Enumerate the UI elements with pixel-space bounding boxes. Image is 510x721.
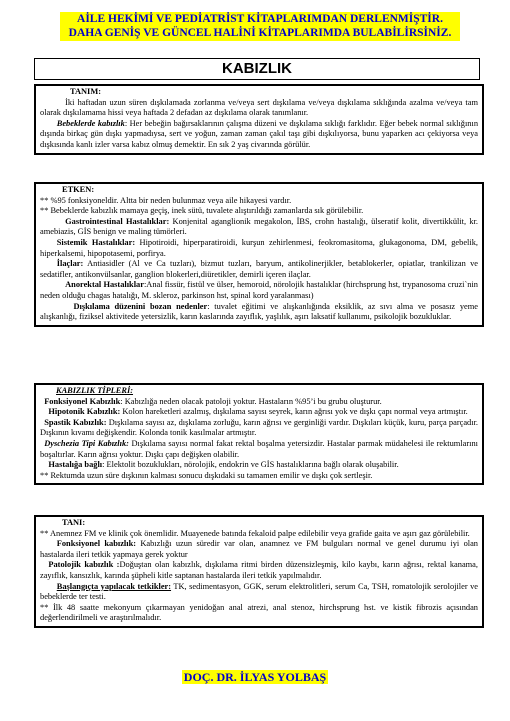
section-heading-etken: ETKEN:	[62, 185, 95, 194]
tip-hastaliga-bagli: Hastalığa bağlı: Elektolit bozuklukları, nörolojik, endokrin ve GİS hastalıklarına bağlı olarak oluşabilir.	[48, 460, 399, 470]
section-heading-tipler: KABIZLIK TİPLERİ:	[56, 386, 134, 395]
tani-fonksiyonel: Fonksiyonel kabızlık: Kabızlığı uzun süredir var olan, anamnez ve FM bulguları normal ve genel durumu iyi olan hastalarda ileri tetkik yapmaya gerek yoktur	[40, 539, 478, 559]
etken-line-1: ** %95 fonksiyoneldir. Altta bir neden bulunmaz veya aile hikayesi vardır.	[40, 195, 292, 205]
section-heading-tani: TANI:	[62, 518, 86, 527]
tipler-last-line: ** Rektumda uzun süre dışkının kalması sonucu dışkıdaki su tamamen emilir ve dışkı çok sertleşir.	[40, 470, 373, 480]
etken-sistemik: Sistemik Hastalıklar: Hipotiroidi, hiperparatiroidi, kurşun zehirlenmesi, feokromasitoma, glukagonoma, DM, gebelik, hiperkalsemi, hipopotasemi, porfirya.	[40, 237, 478, 258]
tani-last-line: ** İlk 48 saatte mekonyum çıkarmayan yenidoğan anal atrezi, anal stenoz, hirchsprung hst. ve kistik fibrozis açısından değerlendirilmeli ve araştırılmalıdır.	[40, 602, 478, 623]
section-tipler	[34, 383, 484, 485]
tani-tetkikler: Başlangıçta yapılacak tetkikler: TK, sedimentasyon, GGK, serum elektrolitleri, serum Ca, TSH, romatolojik serolojiler ve bebeklerde ter testi.	[40, 581, 479, 602]
page-title: KABIZLIK	[34, 58, 480, 80]
tani-line-1: ** Anemnez FM ve klinik çok önemlidir. Muayenede batında fekaloid palpe edilebilir veya grafide gaita ve aşırı gaz görülebilir.	[40, 528, 470, 538]
tip-spastik: Spastik Kabızlık: Dışkılama sayısı az, dışkılama zorluğu, karın ağrısı ve gerginliği vardır. Dışkıları küçük, kuru, parça parçadır. Dışkının kıvamı değişkendir. Kolonda tonik kasılmalar artmıştır.	[40, 417, 478, 438]
etken-anorektal: Anorektal Hastalıklar:Anal fissür, fistül ve ülser, hemoroid, nörolojik hastalıklar (hirchsprung hst, trypanosoma cruzi`nin neden olduğu chagas hatalığı, M. skleroz, parkinson hst, spinal kord yaralanması)	[40, 280, 478, 300]
tanim-paragraph-1: İki haftadan uzun süren dışkılamada zorlanma ve/veya sert dışkılama ve/veya dışkılama sıklığında azalma ve/veya tam olarak dışkılamama hissi veya haftada 2 defadan az dışkılama olarak tanımlanır.	[40, 97, 478, 118]
etken-gastrointestinal: Gastrointestinal Hastalıklar: Konjenital aganglionik megakolon, İBS, crohn hastalığı, ülseratif kolit, divertikkülit, kr. amebiazis, GİS benign ve maling tümörleri.	[40, 216, 479, 237]
tani-patolojik: Patolojik kabızlık :Doğuştan olan kabızlık, dışkılama ritmi birden düzensizleşmiş, kilo kaybı, karın ağrısı, rektal kanama, zayıflık, kansızlık, karında şüpheli kitle saptanan hastalarda ileri tetkik yapılmalıdır.	[40, 560, 478, 580]
etken-line-2: ** Bebeklerde kabızlık mamaya geçiş, inek sütü, tuvalete alıştırıldığı zamanlarda sık görülebilir.	[40, 206, 364, 216]
section-etken	[34, 182, 484, 327]
section-heading-tanim: TANIM:	[70, 87, 102, 96]
section-tanim	[34, 84, 484, 155]
tip-dyschezia: Dyschezia Tipi Kabızlık: Dışkılama sayısı normal fakat rektal boşalma yetersizdir. Hastalar parmak müdahelesi ile rektumlarını boşaltırlar. Karın ağrısı yoktur. Dışkı çapı değişken olabilir.	[40, 438, 478, 459]
tanim-paragraph-2: Bebeklerde kabızlık: Her bebeğin bağırsaklarının çalışma düzeni ve dışkılama sıklığı farklıdır. Eğer bebek normal sıklığının dışında birkaç gün dışkı yapmadıysa, sert ve yoğun, zaman zaman çakıl taşı gibi dışkılıyorsa, bunu yaparken acı çekiyorsa veya dışkısında kanlı izler varsa kabız olmuş demektir. En sık 2 yaş civarında görülür.	[40, 118, 479, 149]
tip-hipotonik: Hipotonik Kabızlık: Kolon hareketleri azalmış, dışkılama sayısı seyrek, karın ağrısı yok ve dışkı çapı normal veya artmıştır.	[48, 407, 468, 417]
banner-line-1: AİLE HEKİMİ VE PEDİATRİST KİTAPLARIMDAN DERLENMİŞTİR.	[77, 13, 443, 25]
tip-fonksiyonel: Fonksiyonel Kabızlık: Kabızlığa neden olacak patoloji yoktur. Hastaların %95’i bu grubu oluşturur.	[44, 396, 382, 406]
etken-diskilama: Dışkılama düzenini bozan nedenler: tuvalet eğitimi ve alışkanlığında eksiklik, az sıvı alma ve posasız yeme alışkanlığı, fiziksel aktivitede yetersizlik, karın kaslarında zayıflık, yaşlılık, aşırı laksatif kullanımı, psikolojik bozukluklar.	[40, 301, 478, 322]
banner-line-2: DAHA GENİŞ VE GÜNCEL HALİNİ KİTAPLARIMDA BULABİLİRSİNİZ.	[68, 27, 452, 39]
author-signature: DOÇ. DR. İLYAS YOLBAŞ	[183, 670, 327, 684]
etken-ilaclar: İlaçlar: Antiasidler (Al ve Ca tuzları), bizmut tuzları, baryum, antikolinerjikler, betablokerler, opiatlar, trankilizan ve sedatifler, antikonvülsanlar, ganglion blokerleri,diüretikler, demirli içeren ilaçlar.	[40, 259, 478, 279]
section-tani	[34, 515, 484, 628]
source-banner	[60, 12, 460, 41]
